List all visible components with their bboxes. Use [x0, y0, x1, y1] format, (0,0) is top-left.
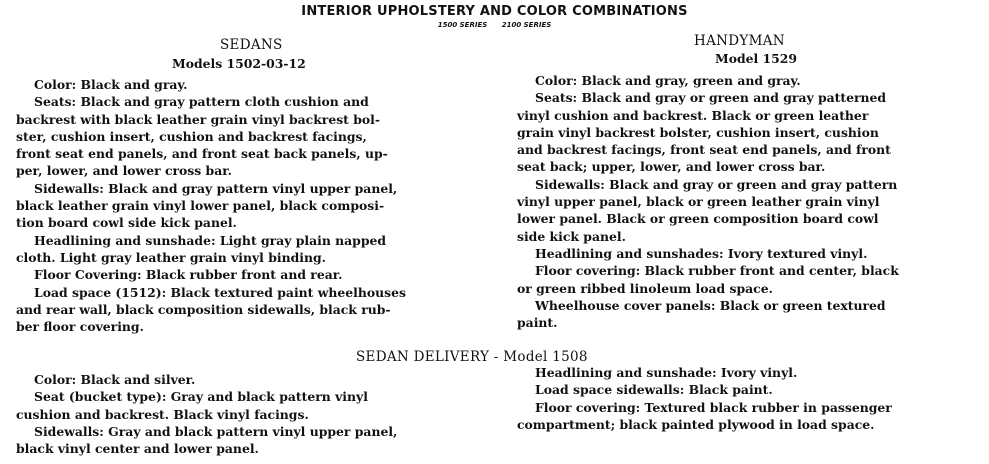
paragraph-line: seat back; upper, lower, and lower cross bar.: [517, 159, 826, 175]
paragraph-line: Headlining and sunshades: Ivory textured vinyl.: [535, 245, 868, 261]
paragraph-line: paint.: [517, 315, 558, 331]
paragraph-line: Sidewalls: Gray and black pattern vinyl upper panel,: [34, 423, 398, 439]
paragraph-line: ber floor covering.: [16, 319, 144, 335]
paragraph-line: black leather grain vinyl lower panel, black composi-: [16, 198, 385, 214]
paragraph-line: side kick panel.: [517, 228, 626, 244]
paragraph-line: vinyl upper panel, black or green leather grain vinyl: [517, 194, 880, 210]
paragraph-line: vinyl cushion and backrest. Black or green leather: [517, 107, 869, 123]
paragraph-line: Seats: Black and gray pattern cloth cushion and: [34, 94, 369, 110]
paragraph-line: Load space sidewalls: Black paint.: [535, 382, 773, 398]
paragraph-line: Color: Black and gray, green and gray.: [535, 73, 801, 88]
sedan-delivery-left-body: [16, 371, 496, 457]
paragraph-line: and backrest facings, front seat end panels, and front: [517, 142, 891, 158]
paragraph-line: cloth. Light gray leather grain vinyl binding.: [16, 249, 326, 265]
paragraph-line: Load space (1512): Black textured paint wheelhouses: [34, 284, 406, 300]
paragraph-line: Headlining and sunshade: Light gray plain napped: [34, 232, 387, 248]
paragraph-line: tion board cowl side kick panel.: [16, 215, 237, 231]
paragraph-line: Sidewalls: Black and gray pattern vinyl upper panel,: [34, 180, 398, 196]
paragraph-line: and rear wall, black composition sidewalls, black rub-: [16, 301, 391, 317]
paragraph-line: Floor covering: Textured black rubber in passenger: [535, 399, 892, 415]
paragraph-line: Floor covering: Black rubber front and center, black: [535, 263, 899, 279]
handyman-model: Model 1529: [715, 51, 798, 66]
paragraph-line: front seat end panels, and front seat back panels, up-: [16, 146, 388, 162]
paragraph-line: compartment; black painted plywood in load space.: [517, 416, 875, 432]
handyman-heading: HANDYMAN: [694, 33, 785, 49]
paragraph-line: Headlining and sunshade: Ivory vinyl.: [535, 365, 798, 380]
series-labels: [0, 21, 989, 29]
paragraph-line: Color: Black and gray.: [34, 77, 188, 92]
paragraph-line: ster, cushion insert, cushion and backrest facings,: [16, 128, 367, 144]
series-label: 2100 SERIES: [501, 21, 552, 29]
sedan-delivery-right-body: [517, 364, 983, 433]
sedans-heading: SEDANS: [220, 37, 283, 53]
sedans-body: [16, 76, 496, 335]
paragraph-line: Sidewalls: Black and gray or green and gray pattern: [535, 176, 898, 192]
paragraph-line: Color: Black and silver.: [34, 372, 196, 387]
paragraph-line: grain vinyl backrest bolster, cushion insert, cushion: [517, 124, 879, 140]
paragraph-line: backrest with black leather grain vinyl backrest bol-: [16, 111, 380, 127]
handyman-body: [517, 72, 983, 331]
paragraph-line: black vinyl center and lower panel.: [16, 441, 259, 457]
paragraph-line: Seat (bucket type): Gray and black pattern vinyl: [34, 389, 368, 405]
paragraph-line: lower panel. Black or green composition board cowl: [517, 211, 879, 227]
paragraph-line: Seats: Black and gray or green and gray patterned: [535, 90, 887, 106]
paragraph-line: Floor Covering: Black rubber front and rear.: [34, 267, 343, 283]
paragraph-line: or green ribbed linoleum load space.: [517, 280, 773, 296]
sedans-models: Models 1502-03-12: [172, 56, 306, 71]
paragraph-line: Wheelhouse cover panels: Black or green textured: [535, 297, 886, 313]
document-title: INTERIOR UPHOLSTERY AND COLOR COMBINATIONS: [301, 4, 688, 19]
paragraph-line: per, lower, and lower cross bar.: [16, 163, 232, 179]
paragraph-line: cushion and backrest. Black vinyl facings.: [16, 406, 309, 422]
series-label: 1500 SERIES: [437, 21, 488, 29]
sedan-delivery-heading: SEDAN DELIVERY - Model 1508: [356, 349, 588, 365]
